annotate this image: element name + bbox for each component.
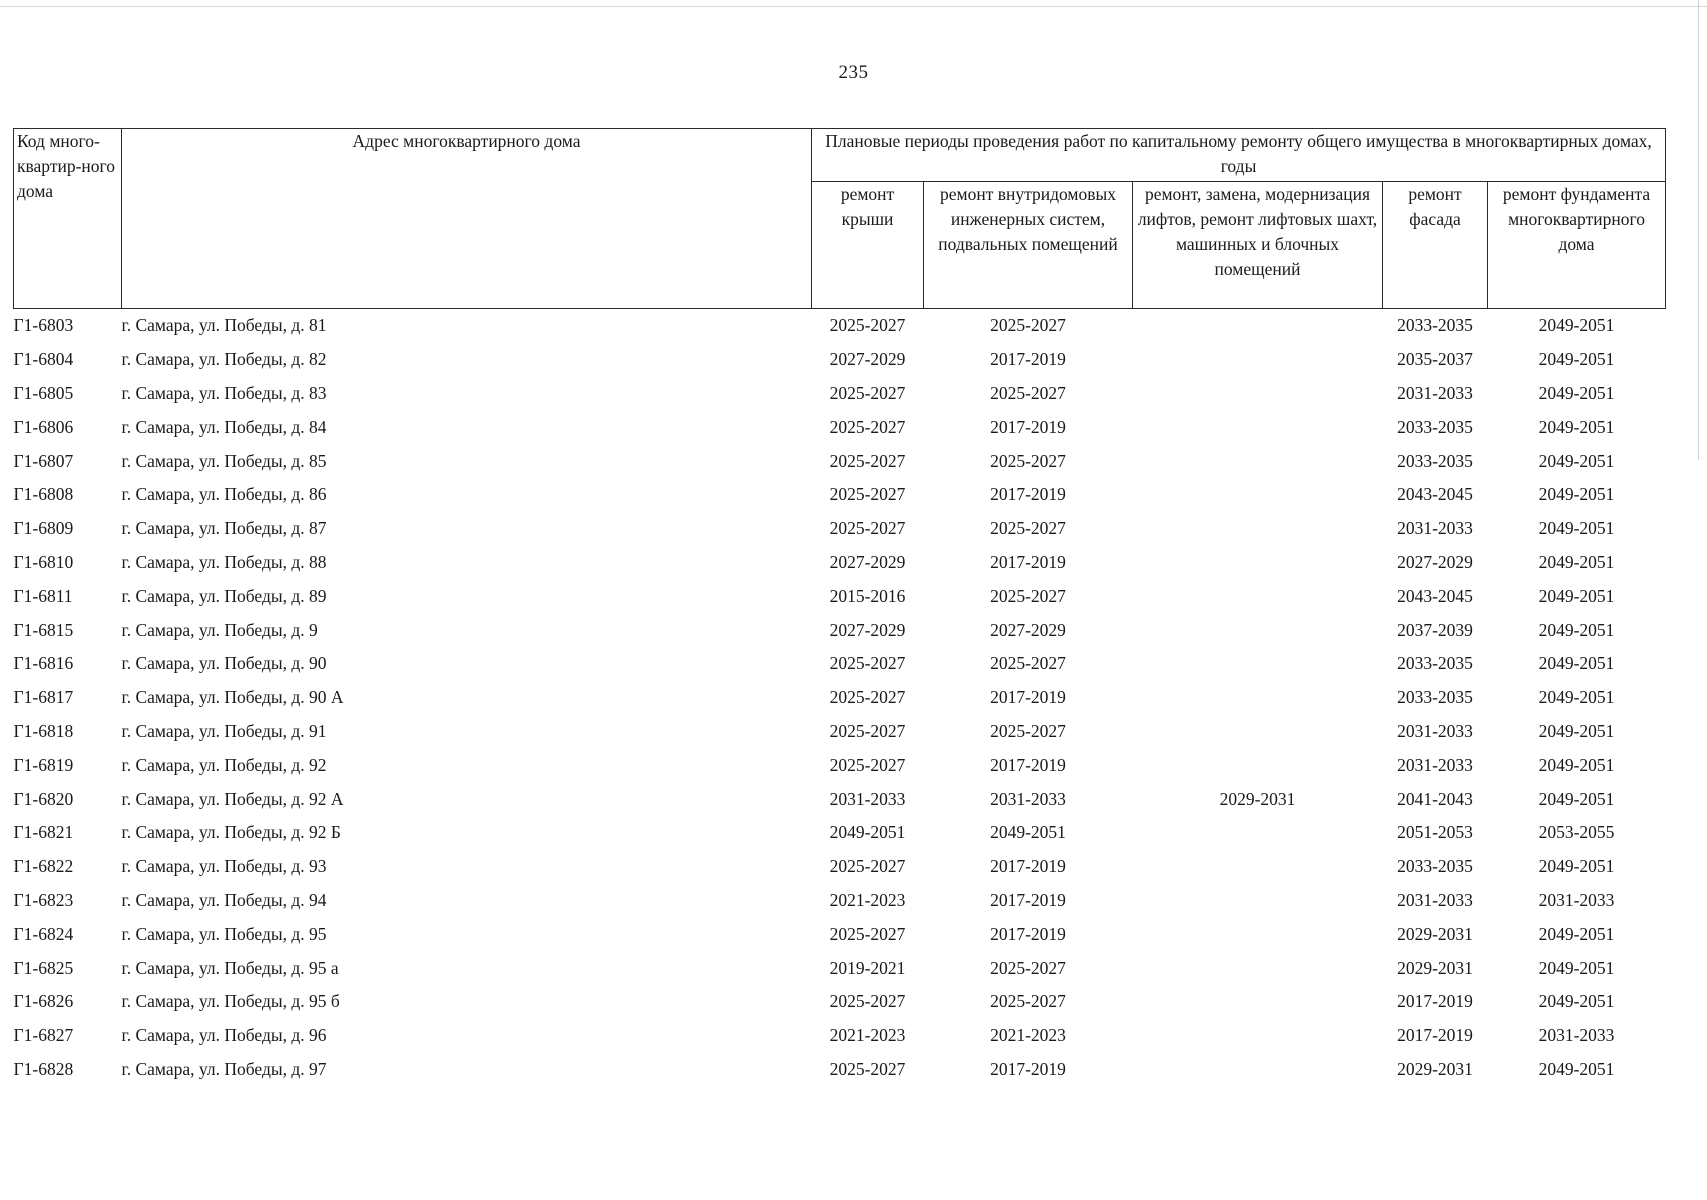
cell-facade: 2043-2045 (1397, 484, 1473, 505)
cell-elevators (1133, 951, 1383, 985)
cell-roof: 2025-2027 (829, 687, 906, 708)
cell-foundation: 2049-2051 (1538, 518, 1615, 539)
table-row (14, 478, 1666, 512)
cell-systems: 2017-2019 (990, 349, 1066, 370)
cell-elevators (1133, 850, 1383, 884)
table-row (14, 512, 1666, 546)
cell-address: г. Самара, ул. Победы, д. 85 (121, 450, 327, 471)
cell-code: Г1-6817 (13, 687, 74, 708)
cell-facade: 2017-2019 (1397, 1025, 1473, 1046)
cell-code: Г1-6815 (13, 619, 74, 640)
cell-elevators (1133, 579, 1383, 613)
cell-facade: 2033-2035 (1397, 416, 1473, 437)
cell-code: Г1-6826 (13, 991, 74, 1012)
cell-elevators (1133, 478, 1383, 512)
cell-roof: 2025-2027 (829, 484, 906, 505)
cell-elevators (1133, 309, 1383, 343)
cell-roof: 2025-2027 (829, 1058, 906, 1079)
cell-roof: 2025-2027 (829, 315, 906, 336)
cell-foundation: 2049-2051 (1538, 450, 1615, 471)
cell-foundation: 2049-2051 (1538, 619, 1615, 640)
cell-address: г. Самара, ул. Победы, д. 83 (121, 382, 327, 403)
cell-facade: 2029-2031 (1397, 923, 1473, 944)
cell-foundation: 2031-2033 (1538, 889, 1615, 910)
cell-elevators (1133, 715, 1383, 749)
cell-code: Г1-6825 (13, 957, 74, 978)
cell-elevators (1133, 748, 1383, 782)
header-periods: Плановые периоды проведения работ по капитальному ремонту общего имущества в многоквартирных домах, годы (812, 129, 1666, 182)
cell-address: г. Самара, ул. Победы, д. 82 (121, 349, 327, 370)
cell-address: г. Самара, ул. Победы, д. 93 (121, 856, 327, 877)
cell-code: Г1-6807 (13, 450, 74, 471)
cell-facade: 2033-2035 (1397, 653, 1473, 674)
cell-foundation: 2049-2051 (1538, 856, 1615, 877)
cell-elevators (1133, 444, 1383, 478)
cell-address: г. Самара, ул. Победы, д. 9 (121, 619, 318, 640)
cell-foundation: 2049-2051 (1538, 788, 1615, 809)
cell-facade: 2043-2045 (1397, 585, 1473, 606)
cell-elevators (1133, 985, 1383, 1019)
table-row (14, 951, 1666, 985)
cell-facade: 2033-2035 (1397, 687, 1473, 708)
cell-code: Г1-6818 (13, 720, 74, 741)
cell-systems: 2021-2023 (990, 1025, 1066, 1046)
scan-top-rule (0, 6, 1707, 7)
cell-facade: 2031-2033 (1397, 518, 1473, 539)
cell-code: Г1-6808 (13, 484, 74, 505)
cell-systems: 2017-2019 (990, 1058, 1066, 1079)
cell-code: Г1-6827 (13, 1025, 74, 1046)
cell-facade: 2017-2019 (1397, 991, 1473, 1012)
cell-code: Г1-6804 (13, 349, 74, 370)
cell-roof: 2025-2027 (829, 382, 906, 403)
cell-facade: 2027-2029 (1397, 551, 1473, 572)
cell-systems: 2049-2051 (990, 822, 1066, 843)
cell-address: г. Самара, ул. Победы, д. 92 А (121, 788, 344, 809)
cell-address: г. Самара, ул. Победы, д. 84 (121, 416, 327, 437)
repair-schedule-table (13, 128, 1666, 1086)
cell-elevators (1133, 816, 1383, 850)
cell-systems: 2017-2019 (990, 551, 1066, 572)
cell-elevators (1133, 343, 1383, 377)
cell-systems: 2025-2027 (990, 653, 1066, 674)
cell-foundation: 2049-2051 (1538, 687, 1615, 708)
cell-systems: 2017-2019 (990, 416, 1066, 437)
cell-roof: 2021-2023 (829, 1025, 906, 1046)
cell-facade: 2041-2043 (1397, 788, 1473, 809)
cell-foundation: 2053-2055 (1538, 822, 1615, 843)
table-row (14, 647, 1666, 681)
cell-facade: 2029-2031 (1397, 1058, 1473, 1079)
cell-roof: 2025-2027 (829, 923, 906, 944)
cell-address: г. Самара, ул. Победы, д. 91 (121, 720, 327, 741)
cell-facade: 2051-2053 (1397, 822, 1473, 843)
cell-roof: 2025-2027 (829, 856, 906, 877)
cell-address: г. Самара, ул. Победы, д. 86 (121, 484, 327, 505)
cell-address: г. Самара, ул. Победы, д. 81 (121, 315, 327, 336)
cell-systems: 2025-2027 (990, 720, 1066, 741)
cell-facade: 2033-2035 (1397, 315, 1473, 336)
cell-code: Г1-6824 (13, 923, 74, 944)
cell-code: Г1-6819 (13, 754, 74, 775)
cell-elevators (1133, 681, 1383, 715)
cell-address: г. Самара, ул. Победы, д. 89 (121, 585, 327, 606)
table-row (14, 1019, 1666, 1053)
cell-roof: 2021-2023 (829, 889, 906, 910)
cell-code: Г1-6811 (13, 585, 73, 606)
table-row (14, 309, 1666, 343)
table-row (14, 546, 1666, 580)
cell-foundation: 2049-2051 (1538, 957, 1615, 978)
cell-address: г. Самара, ул. Победы, д. 95 а (121, 957, 339, 978)
cell-code: Г1-6821 (13, 822, 74, 843)
header-code: Код много-квартир-ного дома (14, 129, 122, 309)
table-row (14, 715, 1666, 749)
cell-elevators (1133, 1053, 1383, 1087)
cell-facade: 2031-2033 (1397, 382, 1473, 403)
cell-roof: 2027-2029 (829, 551, 906, 572)
table-row (14, 917, 1666, 951)
cell-address: г. Самара, ул. Победы, д. 95 (121, 923, 327, 944)
table-row (14, 343, 1666, 377)
cell-systems: 2017-2019 (990, 856, 1066, 877)
cell-systems: 2017-2019 (990, 889, 1066, 910)
cell-elevators (1133, 410, 1383, 444)
cell-systems: 2025-2027 (990, 382, 1066, 403)
cell-systems: 2027-2029 (990, 619, 1066, 640)
cell-systems: 2017-2019 (990, 923, 1066, 944)
cell-systems: 2025-2027 (990, 991, 1066, 1012)
cell-foundation: 2049-2051 (1538, 1058, 1615, 1079)
cell-code: Г1-6823 (13, 889, 74, 910)
cell-elevators (1133, 647, 1383, 681)
table-row (14, 782, 1666, 816)
cell-facade: 2031-2033 (1397, 754, 1473, 775)
cell-foundation: 2049-2051 (1538, 991, 1615, 1012)
cell-roof: 2019-2021 (829, 957, 906, 978)
cell-address: г. Самара, ул. Победы, д. 97 (121, 1058, 327, 1079)
cell-code: Г1-6822 (13, 856, 74, 877)
cell-systems: 2031-2033 (990, 788, 1066, 809)
cell-foundation: 2049-2051 (1538, 484, 1615, 505)
cell-foundation: 2049-2051 (1538, 382, 1615, 403)
cell-roof: 2015-2016 (829, 585, 906, 606)
cell-elevators (1133, 613, 1383, 647)
cell-address: г. Самара, ул. Победы, д. 87 (121, 518, 327, 539)
cell-code: Г1-6820 (13, 788, 74, 809)
cell-systems: 2017-2019 (990, 687, 1066, 708)
table-row (14, 816, 1666, 850)
cell-elevators (1133, 377, 1383, 411)
table-row (14, 579, 1666, 613)
cell-foundation: 2049-2051 (1538, 349, 1615, 370)
cell-roof: 2049-2051 (829, 822, 906, 843)
cell-roof: 2027-2029 (829, 349, 906, 370)
cell-facade: 2035-2037 (1397, 349, 1473, 370)
cell-foundation: 2049-2051 (1538, 923, 1615, 944)
cell-systems: 2025-2027 (990, 957, 1066, 978)
cell-systems: 2017-2019 (990, 754, 1066, 775)
table-row (14, 850, 1666, 884)
table-row (14, 681, 1666, 715)
cell-systems: 2025-2027 (990, 315, 1066, 336)
cell-systems: 2025-2027 (990, 518, 1066, 539)
cell-foundation: 2049-2051 (1538, 416, 1615, 437)
cell-facade: 2033-2035 (1397, 450, 1473, 471)
table-row (14, 985, 1666, 1019)
cell-foundation: 2049-2051 (1538, 551, 1615, 572)
cell-facade: 2031-2033 (1397, 720, 1473, 741)
cell-roof: 2025-2027 (829, 416, 906, 437)
cell-address: г. Самара, ул. Победы, д. 96 (121, 1025, 327, 1046)
cell-roof: 2027-2029 (829, 619, 906, 640)
cell-code: Г1-6810 (13, 551, 74, 572)
header-systems: ремонт внутридомовых инженерных систем, подвальных помещений (924, 182, 1133, 309)
table-row (14, 613, 1666, 647)
header-elevators: ремонт, замена, модернизация лифтов, ремонт лифтовых шахт, машинных и блочных помещений (1133, 182, 1383, 309)
cell-foundation: 2049-2051 (1538, 653, 1615, 674)
header-facade: ремонт фасада (1383, 182, 1488, 309)
header-foundation: ремонт фундамента многоквартирного дома (1488, 182, 1666, 309)
cell-elevators (1133, 884, 1383, 918)
table-row (14, 1053, 1666, 1087)
cell-foundation: 2049-2051 (1538, 315, 1615, 336)
cell-foundation: 2049-2051 (1538, 754, 1615, 775)
cell-foundation: 2049-2051 (1538, 720, 1615, 741)
cell-systems: 2017-2019 (990, 484, 1066, 505)
cell-code: Г1-6816 (13, 653, 74, 674)
cell-roof: 2025-2027 (829, 450, 906, 471)
cell-elevators (1133, 546, 1383, 580)
cell-elevators (1133, 917, 1383, 951)
cell-address: г. Самара, ул. Победы, д. 90 А (121, 687, 344, 708)
cell-address: г. Самара, ул. Победы, д. 95 б (121, 991, 340, 1012)
cell-facade: 2037-2039 (1397, 619, 1473, 640)
header-roof: ремонт крыши (812, 182, 924, 309)
table-row (14, 748, 1666, 782)
cell-address: г. Самара, ул. Победы, д. 92 Б (121, 822, 341, 843)
cell-roof: 2025-2027 (829, 653, 906, 674)
cell-roof: 2025-2027 (829, 518, 906, 539)
cell-elevators: 2029-2031 (1219, 788, 1296, 809)
header-address: Адрес многоквартирного дома (122, 129, 812, 309)
cell-systems: 2025-2027 (990, 450, 1066, 471)
cell-elevators (1133, 1019, 1383, 1053)
table-row (14, 410, 1666, 444)
cell-code: Г1-6803 (13, 315, 74, 336)
table-row (14, 377, 1666, 411)
cell-code: Г1-6806 (13, 416, 74, 437)
cell-facade: 2029-2031 (1397, 957, 1473, 978)
cell-facade: 2033-2035 (1397, 856, 1473, 877)
cell-roof: 2025-2027 (829, 720, 906, 741)
cell-address: г. Самара, ул. Победы, д. 92 (121, 754, 327, 775)
cell-foundation: 2049-2051 (1538, 585, 1615, 606)
cell-code: Г1-6828 (13, 1058, 74, 1079)
cell-code: Г1-6805 (13, 382, 74, 403)
cell-roof: 2025-2027 (829, 754, 906, 775)
cell-elevators (1133, 512, 1383, 546)
table-row (14, 444, 1666, 478)
cell-facade: 2031-2033 (1397, 889, 1473, 910)
cell-address: г. Самара, ул. Победы, д. 88 (121, 551, 327, 572)
cell-systems: 2025-2027 (990, 585, 1066, 606)
cell-roof: 2031-2033 (829, 788, 906, 809)
cell-address: г. Самара, ул. Победы, д. 94 (121, 889, 327, 910)
cell-address: г. Самара, ул. Победы, д. 90 (121, 653, 327, 674)
cell-foundation: 2031-2033 (1538, 1025, 1615, 1046)
page-number: 235 (838, 62, 869, 83)
table-row (14, 884, 1666, 918)
cell-code: Г1-6809 (13, 518, 74, 539)
cell-roof: 2025-2027 (829, 991, 906, 1012)
